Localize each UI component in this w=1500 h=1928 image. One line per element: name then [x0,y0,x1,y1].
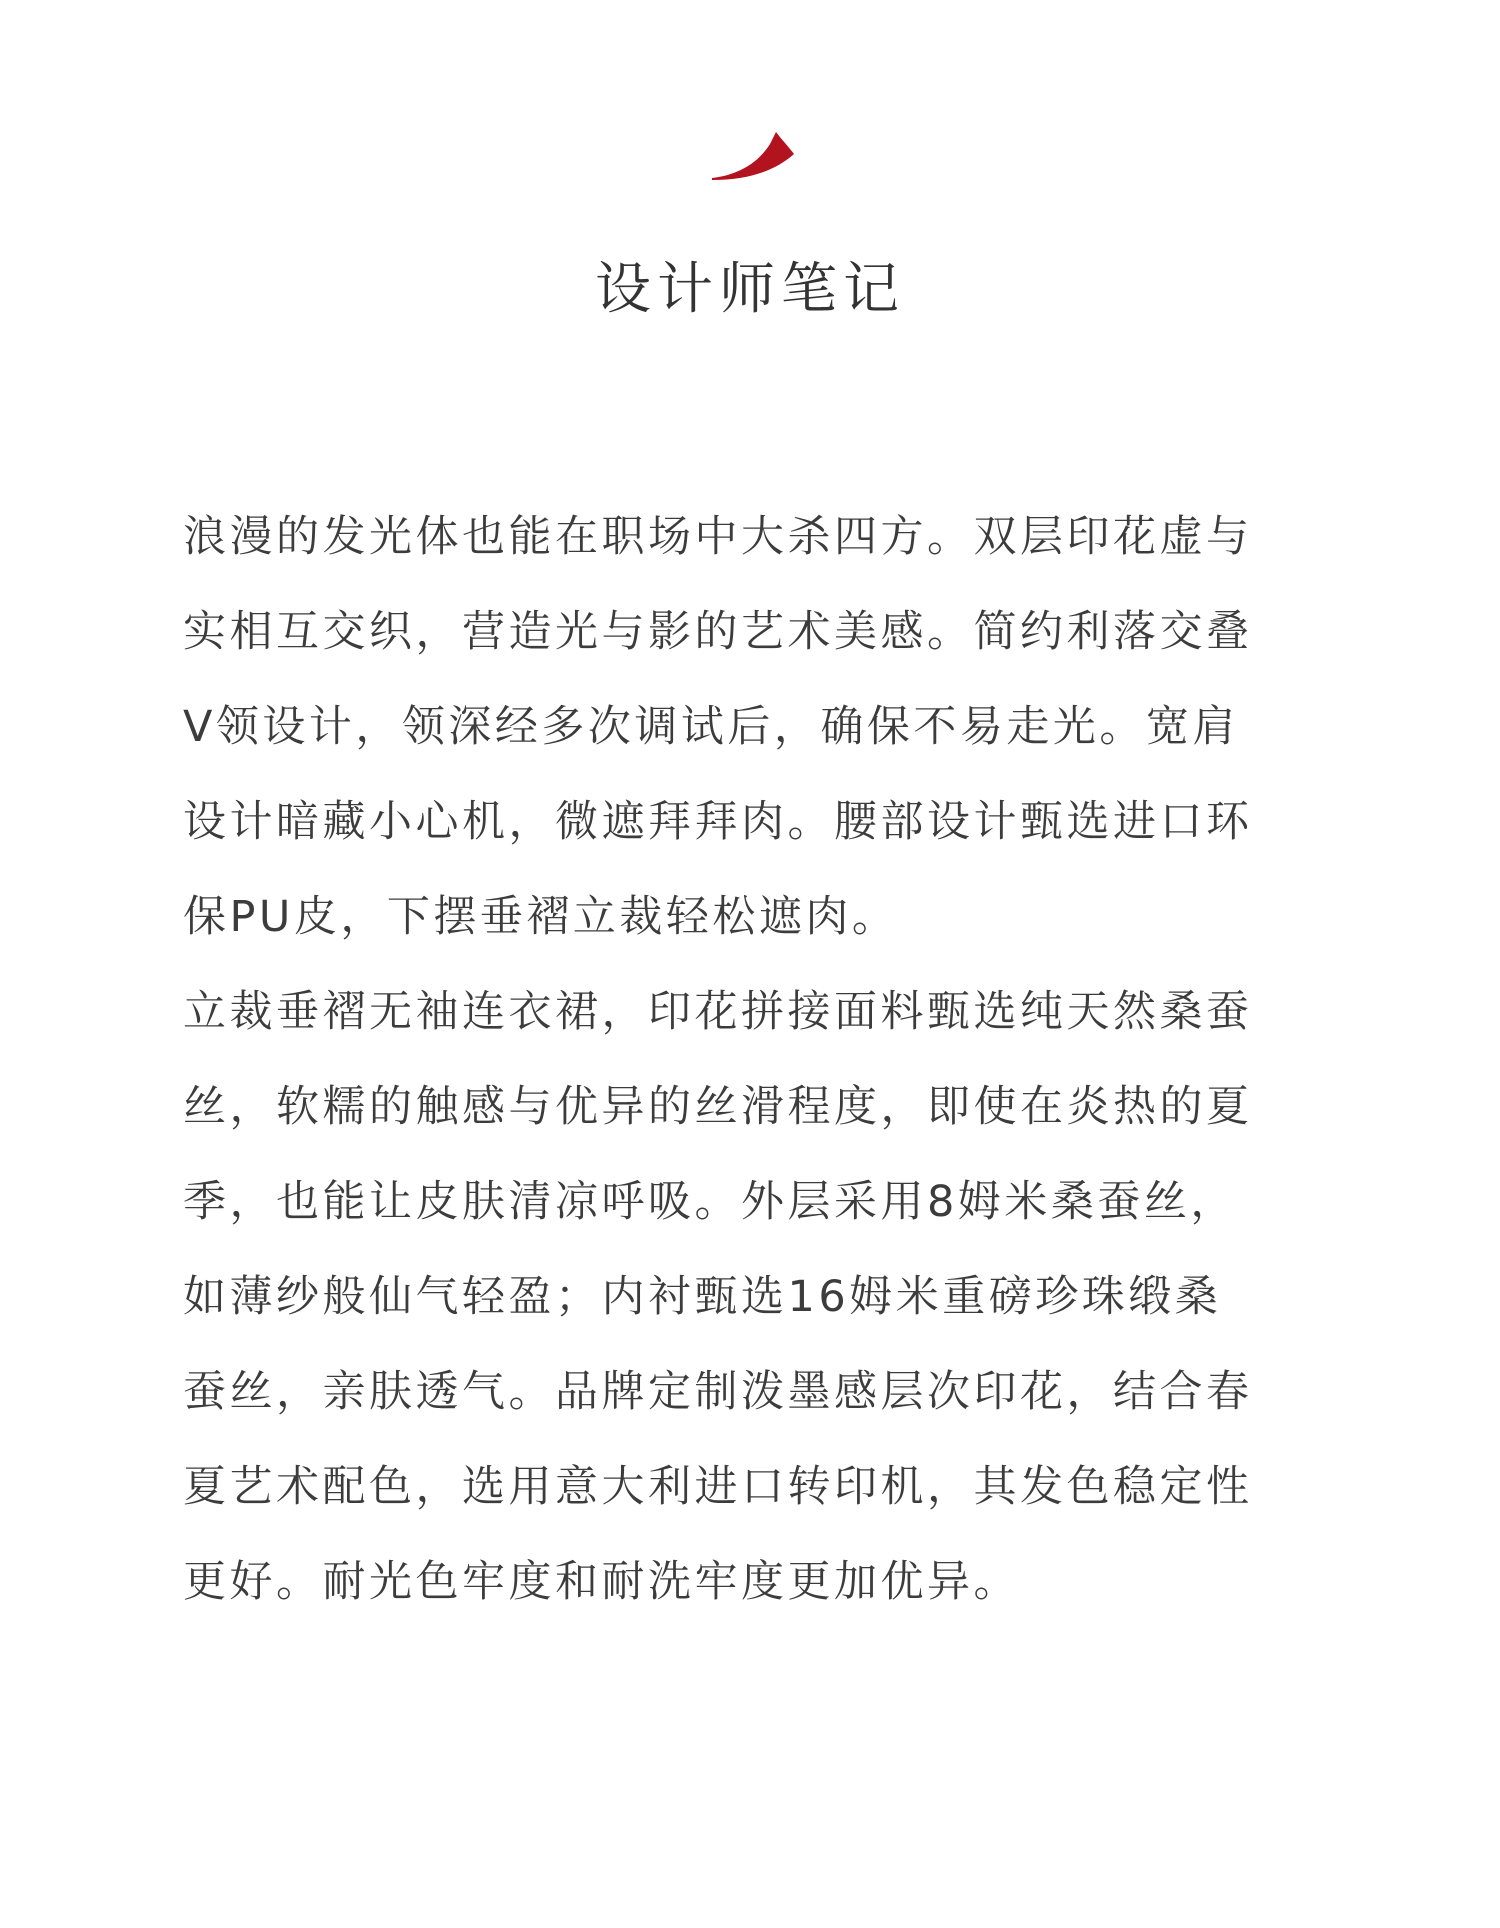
notes-paragraph-2: 立裁垂褶无袖连衣裙，印花拼接面料甄选纯天然桑蚕 丝，软糯的触感与优异的丝滑程度，即使在炎热的夏 季，也能让皮肤清凉呼吸。外层采用8姆米桑蚕丝， 如薄纱般仙气轻盈；内衬甄选16姆米重磅珍珠缎桑 蚕丝，亲肤透气。品牌定制泼墨感层次印花，结合春 夏艺术配色，选用意大利进口转印机，其发色稳定性 更好。耐光色牢度和耐洗牢度更加优异。 [183,987,1253,1607]
notes-paragraph-1: 浪漫的发光体也能在职场中大杀四方。双层印花虚与 实相互交织，营造光与影的艺术美感。简约利落交叠 V领设计，领深经多次调试后，确保不易走光。宽肩 设计暗藏小心机，微遮拜拜肉。腰部设计甄选进口环 保PU皮，下摆垂褶立裁轻松遮肉。 [183,512,1253,942]
page-title: 设计师笔记 [595,257,905,322]
red-crescent-brushstroke-icon [710,130,794,182]
designer-notes-body [183,490,1317,1630]
